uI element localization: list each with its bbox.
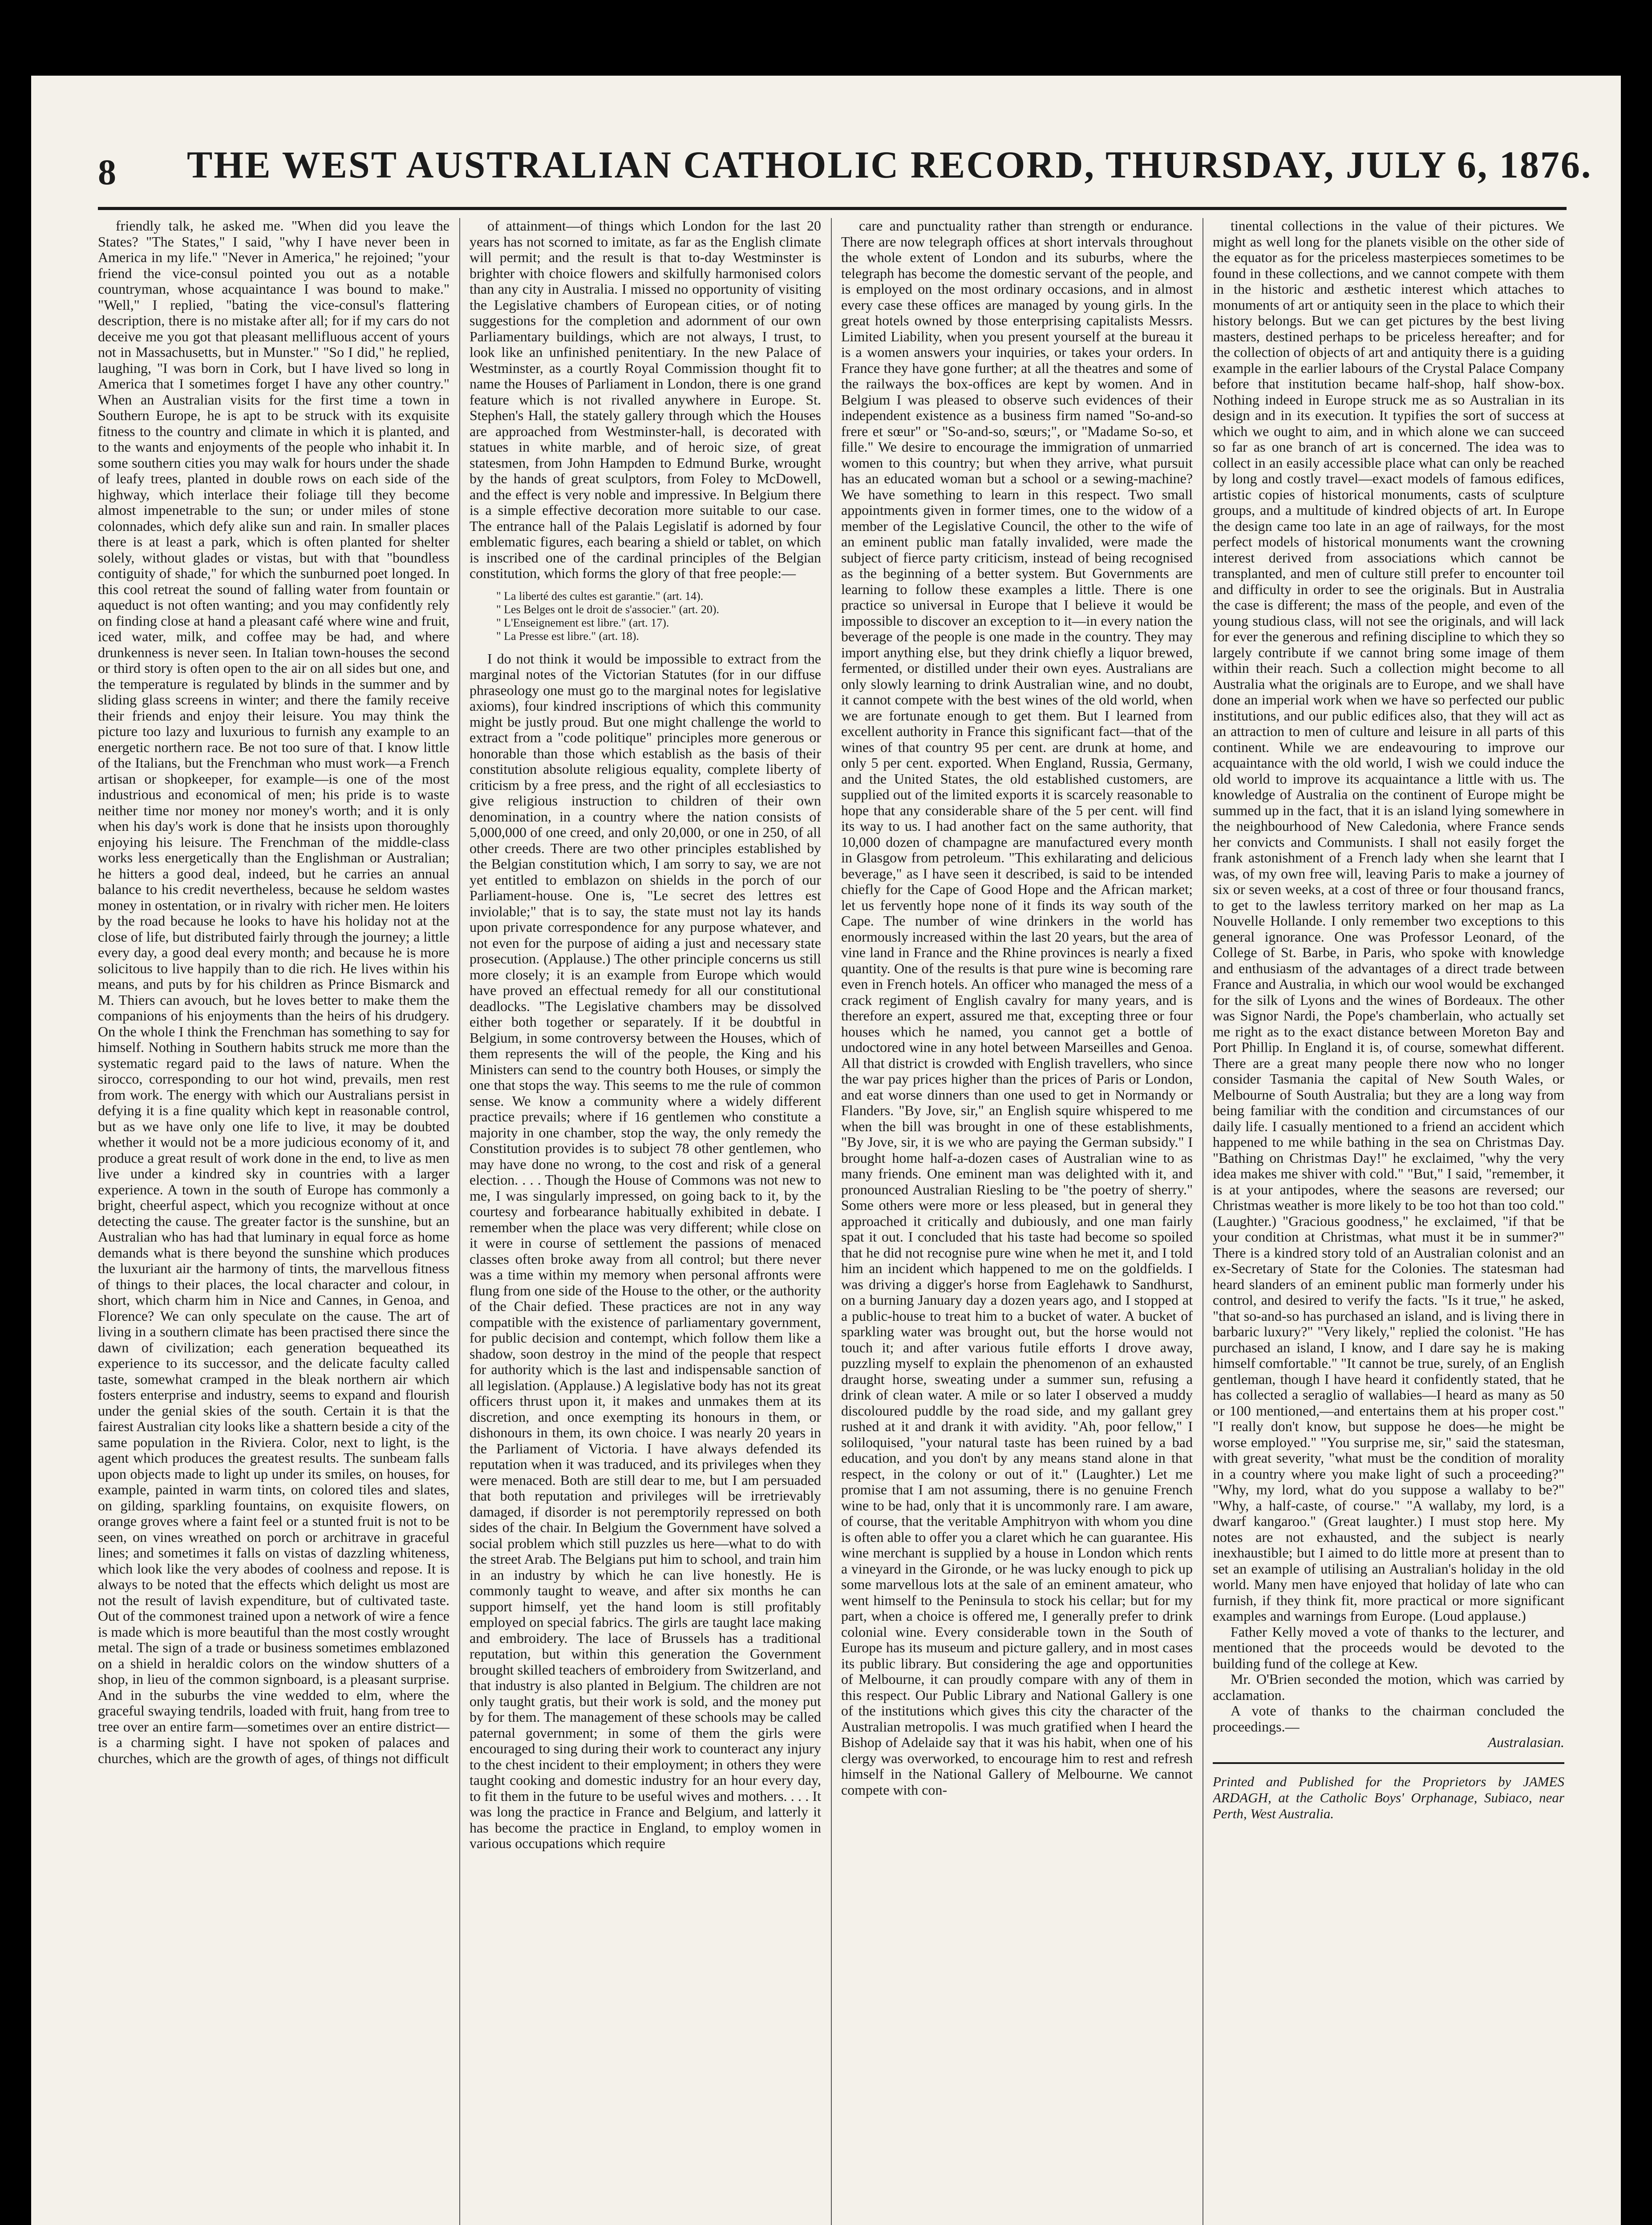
source-credit: Australasian. [1488,1734,1564,1750]
masthead: THE WEST AUSTRALIAN CATHOLIC RECORD, THURSDAY, JULY 6, 1876. [187,143,1592,186]
inscription-2: " Les Belges ont le droit de s'associer." (art. 20). [496,603,720,616]
col1-paragraph-1: friendly talk, he asked me. "When did you leave the States? "The States," I said, "why I have never been in America in my life." "Never in America," he rejoined; "your friend the vice-consul pointed you out as a notable countryman, whose acquaintance I was bound to make." "Well," I replied, "bating the vice-consul's flattering description, there is no mistake after all; for if my cars do not deceive me you got that pleasant mellifluous accent of yours not in Massachusetts, but in Munster." "So I did," he replied, laughing, "I was born in Cork, but I have lived so long in America that I sometimes forget I have any other country." When an Australian visits for the first time a town in Southern Europe, he is apt to be struck with its exquisite fitness to the country and climate in which it is planted, and to the wants and enjoyments of the people who inhabit it. In some southern cities you may walk for hours under the shade of leafy trees, planted in double rows on each side of the highway, which interlace their foliage till they become almost impenetrable to the sun; or under miles of stone colonnades, which defy alike sun and rain. In smaller places there is at least a park, which is often planted for shelter solely, without glades or vistas, but with that "boundless contiguity of shade," for which the sunburned poet longed. In this cool retreat the sound of falling water from fountain or aqueduct is not often wanting; and you may confidently rely on finding close at hand a pleasant café where wine and fruit, iced water, milk, and coffee may be had, and where drunkenness is never seen. In Italian town-houses the second or third story is often open to the air on all sides but one, and the temperature is regulated by blinds in the summer and by sliding glass screens in winter; and there the family receive their friends and enjoy their leisure. You may think the picture too lazy and luxurious to furnish any example to an energetic northern race. Be not too sure of that. I know little of the Italians, but the Frenchman who must work—a French artisan or shopkeeper, for example—is one of the most industrious and economical of men; his pride is to waste neither time nor money nor money's worth; and it is only when his day's work is done that he insists upon thoroughly enjoying his leisure. The Frenchman of the middle-class works less energetically than the Englishman or Australian; he hitters a good deal, indeed, but he carries an annual balance to his credit nevertheless, because he seldom wastes money in ostentation, or in rivalry with richer men. He loiters by the road because he looks to have his holiday not at the close of life, but distributed fairly through the journey; a little every day, a good deal every month; and because he is more solicitous to live happily than to die rich. He lives within his means, and puts by for his children as Prince Bismarck and M. Thiers can avouch, but he loves better to make them the companions of his enjoyments than the heirs of his drudgery. On the whole I think the Frenchman has something to say for himself. Nothing in Southern habits struck me more than the systematic regard paid to the laws of nature. When the sirocco, corresponding to our hot wind, prevails, men rest from work. The energy with which our Australians persist in defying it is a fine quality which kept in reasonable control, but as we have only one life to live, it may be doubted whether it would not be a more judicious economy of it, and produce a great result of work done in the end, to live as men live under a kindred sky in countries with a larger experience. A town in the south of Europe has commonly a bright, cheerful aspect, which you recognize without at once detecting the cause. The greater factor is the sunshine, but an Australian who has had that luminary in equal force as home demands what is there beyond the sunshine which produces the luxuriant air the harmony of tints, the marvellous fitness of things to their places, the local character and colour, in short, which charm him in Nice and Cannes, in Genoa, and Florence? We can only speculate on the cause. The art of living in a southern climate has been practised there since the dawn of civilization; each generation bequeathed its experience to its successor, and the delicate faculty called taste, somewhat cramped in the bleak northern air which fosters enterprise and industry, seems to expand and flourish under the genial skies of the south. Certain it is that the fairest Australian city looks like a shattern beside a city of the same population in the Riviera. Color, next to light, is the agent which produces the greatest results. The sunbeam falls upon objects made to light up under its smiles, on houses, for example, painted in warm tints, on colored tiles and slates, on gilding, sparkling fountains, on exquisite flowers, on orange groves where a faint feel or a stunted fruit is not to be seen, on vines wreathed on porch or architrave in graceful lines; and sometimes it falls on vistas of dazzling whiteness, which look like the very abodes of coolness and repose. It is always to be noted that the effects which delight us most are not the result of lavish expenditure, but of cultivated taste. Out of the commonest trained upon a network of wire a fence is made which is more beautiful than the most costly wrought metal. The sign of a trade or business sometimes emblazoned on a shield in heraldic colors on the window shutters of a shop, in lieu of the common signboard, is a pleasant surprise. And in the suburbs the vine wedded to elm, where the graceful swaying tendrils, loaded with fruit, hang from tree to tree over an entire farm—sometimes over an entire district—is a charming sight. I have not spoken of palaces and churches, which are the growth of ages, of things not difficult [98,218,449,1766]
column-4 [1213,218,1564,2225]
column-1 [98,218,449,2225]
col2-paragraph-1: of attainment—of things which London for the last 20 years has not scorned to imitate, as far as the English climate will permit; and the result is that to-day Westminster is brighter with choice flowers and skilfully harmonised colors than any city in Australia. I missed no opportunity of visiting the Legislative chambers of European cities, or of noting suggestions for the completion and adornment of our own Parliamentary buildings, which are not always, I trust, to look like an unfinished penitentiary. In the new Palace of Westminster, as a courtly Royal Commission thought fit to name the Houses of Parliament in London, there is one grand feature which is not rivalled anywhere in Europe. St. Stephen's Hall, the stately gallery through which the Houses are approached from Westminster-hall, is decorated with statues in white marble, and of heroic size, of great statesmen, from John Hampden to Edmund Burke, wrought by the hands of great sculptors, from Foley to McDowell, and the effect is very noble and impressive. In Belgium there is a simple effective decoration more suitable to our case. The entrance hall of the Palais Legislatif is adorned by four emblematic figures, each bearing a shield or tablet, on which is inscribed one of the cardinal principles of the Belgian constitution, which forms the glory of that free people:— [470,218,821,581]
page-number: 8 [98,152,116,192]
col4-paragraph-1: tinental collections in the value of their pictures. We might as well long for the planets visible on the other side of the equator as for the priceless masterpieces sometimes to be found in these collections, and we cannot compete with them in the historic and æsthetic interest which attaches to monuments of art or antiquity seen in the place to which their history belongs. But we can get pictures by the best living masters, destined perhaps to be priceless hereafter; and for the collection of objects of art and antiquity there is a guiding example in the earlier labours of the Crystal Palace Company before that institution became half-shop, half show-box. Nothing indeed in Europe struck me as so Australian in its design and in its execution. It typifies the sort of success at which we ought to aim, and in which alone we can succeed so far as one branch of art is concerned. The idea was to collect in an easily accessible place what can only be reached by long and costly travel—exact models of famous edifices, artistic copies of historical monuments, casts of sculpture groups, and a multitude of kindred objects of art. In Europe the design came too late in an age of railways, for the most perfect models of historical monuments want the crowning interest derived from associations which cannot be transplanted, and men of culture still prefer to encounter toil and difficulty in order to see the originals. But in Australia the case is different; the mass of the people, and even of the young studious class, will not see the originals, and will lack for ever the generous and refining discipline to which they so largely contribute if we cannot bring some image of them within their reach. Such a collection might become to all Australia what the originals are to Europe, and we shall have done an imperial work when we have so perfected our public institutions, and our public edifices also, that they will act as an attraction to men of culture and leisure in all parts of this continent. While we are endeavouring to improve our acquaintance with the old world, I wish we could induce the old world to improve its acquaintance a little with us. The knowledge of Australia on the continent of Europe might be summed up in the fact, that it is an island lying somewhere in the neighbourhood of New Caledonia, where France sends her convicts and Communists. I shall not easily forget the frank astonishment of a French lady when she learnt that I was, of my own free will, leaving Paris to make a journey of six or seven weeks, at a cost of three or four thousand francs, to get to the lawless territory marked on her map as La Nouvelle Hollande. I only remember two exceptions to this general ignorance. One was Professor Leonard, of the College of St. Barbe, in Paris, who spoke with knowledge and enthusiasm of the advantages of a direct trade between France and Australia, in which our wool would be exchanged for the silk of Lyons and the wines of Bordeaux. The other was Signor Nardi, the Pope's chamberlain, who actually set me right as to the exact distance between Moreton Bay and Port Phillip. In England it is, of course, somewhat different. There are a great many people there now who no longer consider Tasmania the capital of New South Wales, or Melbourne of South Australia; but they are a long way from being familiar with the condition and circumstances of our daily life. I casually mentioned to a friend an accident which happened to me while bathing in the sea on Christmas Day. "Bathing on Christmas Day!" he exclaimed, "why the very idea makes me shiver with cold." "But," I said, "remember, it is at your antipodes, where the seasons are reversed; our Christmas weather is more likely to be too hot than too cold." (Laughter.) "Gracious goodness," he exclaimed, "if that be your condition at Christmas, what must it be in summer?" There is a kindred story told of an Australian colonist and an ex-Secretary of State for the Colonies. The statesman had heard slanders of an eminent public man formerly under his control, and desired to verify the facts. "Is it true," he asked, "that so-and-so has purchased an island, and is living there in barbaric luxury?" "Very likely," replied the colonist. "He has purchased an island, I know, and I dare say he is making himself comfortable." "It cannot be true, surely, of an English gentleman, though I have heard it confidently stated, that he has collected a seraglio of wallabies—I heard as many as 50 or 100 mentioned,—and entertains them at his proper cost." "I really don't know, but suppose he does—he might be worse employed." "You surprise me, sir," said the statesman, with great severity, "what must be the condition of morality in a country where you make light of such a proceeding?" "Why, my lord, what do you suppose a wallaby to be?" "Why, a half-caste, of course." "A wallaby, my lord, is a dwarf kangaroo." (Great laughter.) I must stop here. My notes are not exhausted, and the subject is nearly inexhaustible; but I aimed to do little more at present than to set an example of utilising an Australian's holiday in the old world. Many men have enjoyed that holiday of late who can furnish, if they think fit, more practical or more significant examples and warnings from Europe. (Loud applause.) [1213,218,1564,1624]
inscription-3: " L'Enseignement est libre." (art. 17). [496,616,669,629]
column-divider-1 [459,218,460,2225]
article-columns [98,218,1567,2225]
col2-paragraph-2: I do not think it would be impossible to extract from the marginal notes of the Victorian Statutes (for in our diffuse phraseology one must go to the marginal notes for legislative axioms), four kindred inscriptions of which this community might be justly proud. But one might challenge the world to extract from a "code politique" principles more generous or honorable than those which establish as the basis of their constitution absolute religious equality, complete liberty of criticism by a free press, and the right of all ecclesiastics to give religious instruction to children of their own denomination, in a country where the nation consists of 5,000,000 of one creed, and only 20,000, or one in 250, of all other creeds. There are two other principles established by the Belgian constitution which, I am sorry to say, we are not yet entitled to emblazon on shields in the porch of our Parliament-house. One is, "Le secret des lettres est inviolable;" that is to say, the state must not lay its hands upon private correspondence for any purpose whatever, and not even for the purpose of aiding a just and necessary state prosecution. (Applause.) The other principle concerns us still more closely; it is an example from Europe which would have proved an effectual remedy for all our constitutional deadlocks. "The Legislative chambers may be dissolved either both together or separately. If it be doubtful in Belgium, in some controversy between the Houses, which of them represents the will of the people, the King and his Ministers can send to the country both Houses, or simply the one that stops the way. This seems to me the rule of common sense. We know a community where a widely different practice prevails; where if 16 gentlemen who constitute a majority in one chamber, stop the way, the only remedy the Constitution provides is to subject 78 other gentlemen, who may have done no wrong, to the cost and risk of a general election. . . . Though the House of Commons was not new to me, I was singularly impressed, on going back to it, by the courtesy and forbearance habitually exhibited in debate. I remember when the place was very different; while close on it were in course of settlement the passions of menaced classes often broke away from all control; but there never was a time within my memory when personal affronts were flung from one side of the House to the other, or the authority of the Chair defied. These practices are not in any way compatible with the existence of parliamentary government, for public decision and contempt, which follow them like a shadow, soon destroy in the mind of the people that respect for authority which is the last and indispensable sanction of all legislation. (Applause.) A legislative body has not its great officers thrust upon it, it makes and unmakes them at its discretion, and once exempting its honours in them, or dishonours in them, its own choice. I was nearly 20 years in the Parliament of Victoria. I have always defended its reputation when it was traduced, and its privileges when they were menaced. Both are still dear to me, but I am persuaded that both reputation and privileges will be irretrievably damaged, if disorder is not peremptorily repressed on both sides of the chair. In Belgium the Government have solved a social problem which still puzzles us here—what to do with the street Arab. The Belgians put him to school, and train him in an industry by which he can live honestly. He is commonly taught to weave, and after six months he can support himself, yet the hand loom is still profitably employed on special fabrics. The girls are taught lace making and embroidery. The lace of Brussels has a traditional reputation, but within this generation the Government brought skilled teachers of embroidery from Switzerland, and that industry is also planted in Belgium. The children are not only taught gratis, but their work is sold, and the money put by for them. The management of these schools may be called paternal government; in some of them the girls were encouraged to sing during their work to counteract any injury to the chest incident to their employment; in others they were taught cooking and domestic industry for an hour every day, to fit them in the future to be useful wives and mothers. . . . It was long the practice in France and Belgium, and latterly it has become the practice in England, to employ women in various occupations which require [470,650,821,1851]
col4-paragraph-4: A vote of thanks to the chairman concluded the proceedings.— [1213,1703,1564,1735]
col3-paragraph-1: care and punctuality rather than strength or endurance. There are now telegraph offices at short intervals throughout the whole extent of London and its suburbs, where the telegraph has become the domestic servant of the people, and is employed on the most ordinary occasions, and in almost every case these offices are managed by young girls. In the great hotels owned by those enterprising capitalists Messrs. Limited Liability, when you present yourself at the bureau it is a women answers your inquiries, or takes your orders. In France they have gone further; at all the theatres and some of the railways the box-offices are kept by women. And in Belgium I was pleased to observe such evidences of their independent existence as a business firm named "So-and-so frere et sœur" or "So-and-so, sœurs;", or "Madame So-so, et fille." We desire to encourage the immigration of unmarried women to this country; but when they arrive, what pursuit has an educated woman but a school or a sewing-machine? We have something to learn in this respect. Two small appointments given in former times, one to the widow of a member of the Legislative Council, the other to the wife of an eminent public man fatally invalided, were made the subject of fierce party criticism, instead of being recognised as the beginning of a better system. But Governments are learning to follow these examples a little. There is one practice so universal in Europe that I believe it would be impossible to discover an exception to it—in every nation the beverage of the people is one made in the country. They may import anything else, but they drink chiefly a liquor brewed, fermented, or distilled under their own eyes. Australians are only slowly learning to drink Australian wine, and no doubt, it cannot compete with the best wines of the old world, when we are fortunate enough to get them. But I learned from excellent authority in France this significant fact—that of the wines of that country 95 per cent. are drunk at home, and only 5 per cent. exported. When England, Russia, Germany, and the United States, the old established customers, are supplied out of the limited exports it is scarcely reasonable to hope that any considerable share of the 5 per cent. will find its way to us. I had another fact on the same authority, that 10,000 dozen of champagne are manufactured every month in Glasgow from petroleum. "This exhilarating and delicious beverage," as I have seen it described, is said to be intended chiefly for the Cape of Good Hope and the African market; let us fervently hope none of it finds its way south of the Cape. The number of wine drinkers in the world has enormously increased within the last 20 years, but the area of vine land in France and the Rhine provinces is nearly a fixed quantity. One of the results is that pure wine is becoming rare even in French hotels. An officer who managed the mess of a crack regiment of English cavalry for many years, and is therefore an expert, assured me that, excepting three or four houses which he named, you cannot get a bottle of undoctored wine in any hotel between Marseilles and Genoa. All that district is crowded with English travellers, who since the war pay prices higher than the prices of Paris or London, and eat worse dinners than one used to get in Normandy or Flanders. "By Jove, sir," an English squire whispered to me when the bill was brought in one of these establishments, "By Jove, sir, it is we who are paying the German subsidy." I brought home half-a-dozen cases of Australian wine to as many friends. One eminent man was delighted with it, and pronounced Australian Riesling to be "the poetry of sherry." Some others were more or less pleased, but in general they approached it critically and dubiously, and one man fairly spat it out. I concluded that his taste had become so spoiled that he did not recognise pure wine when he met it, and I told him an incident which happened to me on the goldfields. I was driving a digger's horse from Eaglehawk to Sandhurst, on a burning January day a dozen years ago, and I stopped at a public-house to treat him to a bucket of water. A bucket of sparkling water was brought out, but the horse would not touch it; and after various futile efforts I drove away, puzzling myself to explain the phenomenon of an exhausted draught horse, sweating under a summer sun, refusing a drink of clean water. A mile or so later I observed a muddy discoloured puddle by the road side, and my gallant grey rushed at it and drank it with avidity. "Ah, poor fellow," I soliloquised, "your natural taste has been ruined by a bad education, and you don't by any means stand alone in that respect, in the colony or out of it." (Laughter.) Let me promise that I am not assuming, there is no genuine French wine to be had, only that it is uncommonly rare. I am aware, of course, that the veritable Amphitryon with whom you dine is often able to offer you a claret which he can guarantee. His wine merchant is supplied by a house in London which rents a vineyard in the Gironde, or he was lucky enough to pick up some marvellous lots at the sale of an eminent amateur, who went himself to the Peninsula to stock his cellar; but for my part, when a choice is offered me, I generally prefer to drink colonial wine. Every considerable town in the South of Europe has its museum and picture gallery, and in most cases its public library. But considering the age and opportunities of Melbourne, it can proudly compare with any of them in this respect. Our Public Library and National Gallery is one of the institutions which gives this city the character of the Australian metropolis. I was much gratified when I heard the Bishop of Adelaide say that it was his habit, when one of his clergy was overworked, to encourage him to rest and refresh himself in the National Gallery of Melbourne. We cannot compete with con- [841,218,1193,1798]
belgian-inscriptions [496,590,821,643]
page-header [98,142,1592,196]
newspaper-page [31,76,1621,2225]
inscription-1: " La liberté des cultes est garantie." (art. 14). [496,589,704,603]
inscription-4: " La Presse est libre." (art. 18). [496,629,639,643]
col4-paragraph-2: Father Kelly moved a vote of thanks to the lecturer, and mentioned that the proceeds would be devoted to the building fund of the college at Kew. [1213,1623,1564,1671]
publisher-imprint: Printed and Published for the Proprietors by JAMES ARDAGH, at the Catholic Boys' Orphanage, Subiaco, near Perth, West Australia. [1213,1773,1564,1821]
column-3 [841,218,1193,2225]
col4-paragraph-3: Mr. O'Brien seconded the motion, which was carried by acclamation. [1213,1671,1564,1703]
imprint-rule [1213,1762,1564,1764]
column-divider-2 [831,218,832,2225]
column-2 [470,218,821,2225]
header-rule [98,207,1567,210]
